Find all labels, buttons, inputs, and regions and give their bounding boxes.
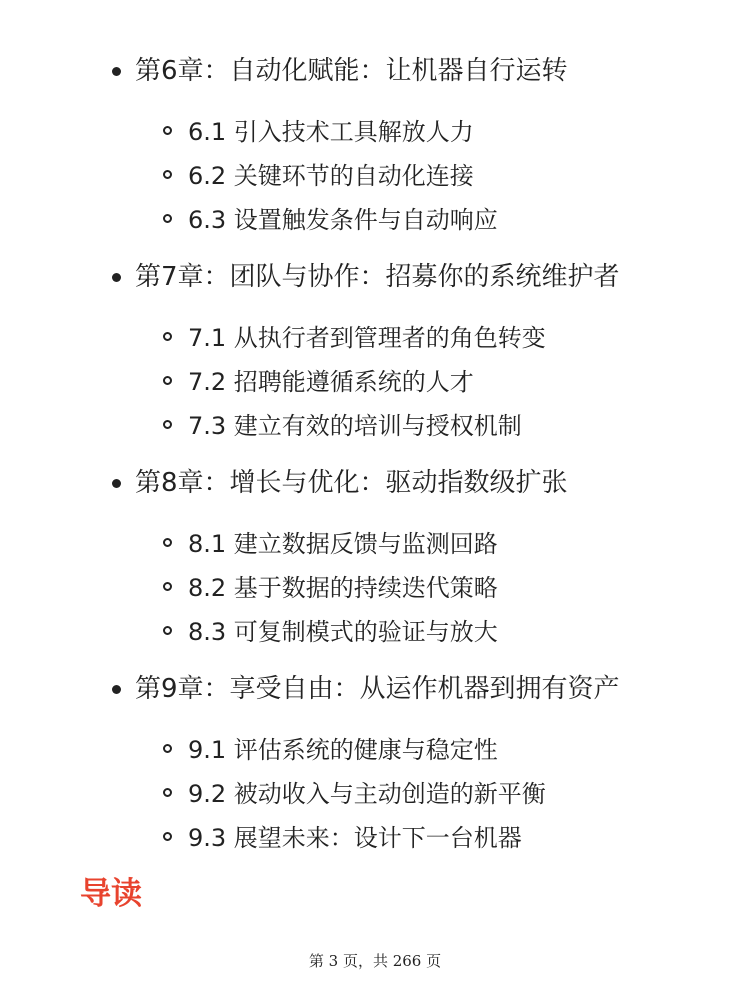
section-title: 9.2 被动收入与主动创造的新平衡 bbox=[188, 780, 546, 808]
section-title: 6.1 引入技术工具解放人力 bbox=[188, 118, 474, 146]
hollow-bullet-icon bbox=[163, 832, 172, 841]
filled-bullet-icon bbox=[112, 273, 121, 282]
section-item bbox=[0, 360, 750, 404]
filled-bullet-icon bbox=[112, 479, 121, 488]
section-title: 7.3 建立有效的培训与授权机制 bbox=[188, 412, 522, 440]
hollow-bullet-icon bbox=[163, 170, 172, 179]
section-item bbox=[0, 154, 750, 198]
section-title: 6.2 关键环节的自动化连接 bbox=[188, 162, 474, 190]
filled-bullet-icon bbox=[112, 685, 121, 694]
hollow-bullet-icon bbox=[163, 582, 172, 591]
page-number-footer: 第 3 页，共 266 页 bbox=[308, 952, 442, 970]
chapter-title: 第8章：增长与优化：驱动指数级扩张 bbox=[135, 468, 568, 498]
section-title: 8.2 基于数据的持续迭代策略 bbox=[188, 574, 498, 602]
section-title: 7.1 从执行者到管理者的角色转变 bbox=[188, 324, 546, 352]
chapter-item bbox=[0, 666, 750, 712]
section-item bbox=[0, 728, 750, 772]
section-item bbox=[0, 404, 750, 448]
hollow-bullet-icon bbox=[163, 744, 172, 753]
chapter-8 bbox=[0, 460, 750, 654]
hollow-bullet-icon bbox=[163, 788, 172, 797]
chapter-7 bbox=[0, 254, 750, 448]
hollow-bullet-icon bbox=[163, 126, 172, 135]
hollow-bullet-icon bbox=[163, 538, 172, 547]
section-title: 9.1 评估系统的健康与稳定性 bbox=[188, 736, 498, 764]
chapter-item bbox=[0, 460, 750, 506]
hollow-bullet-icon bbox=[163, 376, 172, 385]
chapter-6 bbox=[0, 48, 750, 242]
chapter-title: 第6章：自动化赋能：让机器自行运转 bbox=[135, 56, 568, 86]
section-item bbox=[0, 610, 750, 654]
section-list bbox=[0, 110, 750, 242]
section-title: 8.3 可复制模式的验证与放大 bbox=[188, 618, 498, 646]
section-item bbox=[0, 522, 750, 566]
chapter-item bbox=[0, 254, 750, 300]
section-title: 7.2 招聘能遵循系统的人才 bbox=[188, 368, 474, 396]
chapter-9 bbox=[0, 666, 750, 860]
hollow-bullet-icon bbox=[163, 626, 172, 635]
section-title: 9.3 展望未来：设计下一台机器 bbox=[188, 824, 522, 852]
section-item bbox=[0, 316, 750, 360]
chapter-title: 第7章：团队与协作：招募你的系统维护者 bbox=[135, 262, 620, 292]
hollow-bullet-icon bbox=[163, 214, 172, 223]
section-item bbox=[0, 198, 750, 242]
section-title: 6.3 设置触发条件与自动响应 bbox=[188, 206, 498, 234]
section-item bbox=[0, 772, 750, 816]
section-item bbox=[0, 110, 750, 154]
hollow-bullet-icon bbox=[163, 332, 172, 341]
section-item bbox=[0, 566, 750, 610]
chapter-title: 第9章：享受自由：从运作机器到拥有资产 bbox=[135, 674, 620, 704]
hollow-bullet-icon bbox=[163, 420, 172, 429]
section-item bbox=[0, 816, 750, 860]
chapter-item bbox=[0, 48, 750, 94]
table-of-contents bbox=[0, 48, 750, 872]
section-list bbox=[0, 316, 750, 448]
section-title: 8.1 建立数据反馈与监测回路 bbox=[188, 530, 498, 558]
filled-bullet-icon bbox=[112, 67, 121, 76]
section-list bbox=[0, 728, 750, 860]
guide-heading: 导读 bbox=[80, 876, 142, 912]
section-list bbox=[0, 522, 750, 654]
